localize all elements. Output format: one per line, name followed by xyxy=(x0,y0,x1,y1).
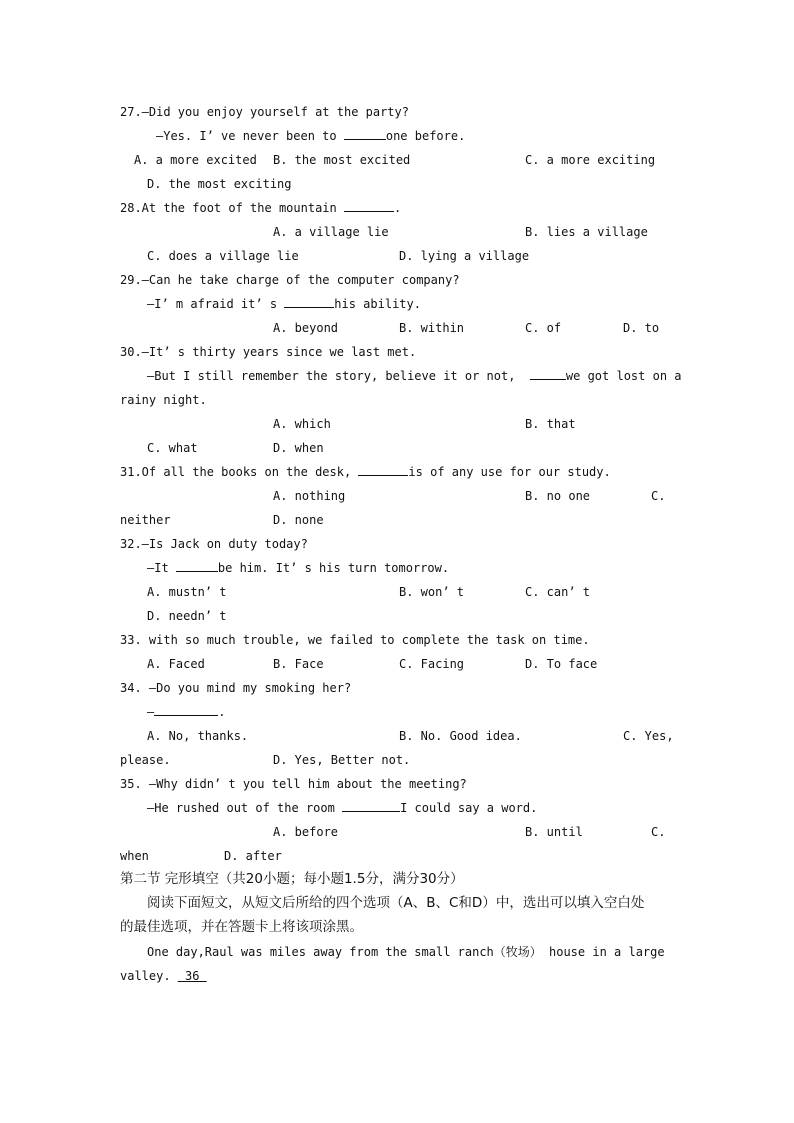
answer-blank xyxy=(342,797,400,812)
q29-option-c: C. of xyxy=(525,321,562,335)
q35-stem: 35. —Why didn’ t you tell him about the meeting? xyxy=(120,777,467,791)
q31-option-b: B. no one xyxy=(525,489,591,503)
q30-option-c: C. what xyxy=(147,441,198,455)
q33-stem: 33. with so much trouble, we failed to complete the task on time. xyxy=(120,633,590,647)
q27-stem: 27.—Did you enjoy yourself at the party? xyxy=(120,105,409,119)
q29-option-a: A. beyond xyxy=(273,321,339,335)
q30-reply-continued: rainy night. xyxy=(120,393,207,407)
answer-blank xyxy=(176,557,218,572)
answer-blank xyxy=(284,293,334,308)
q29-option-d: D. to xyxy=(623,321,660,335)
q27-option-b: B. the most excited xyxy=(273,153,411,167)
answer-blank xyxy=(344,125,386,140)
q33-option-a: A. Faced xyxy=(147,657,205,671)
q32-option-c: C. can’ t xyxy=(525,585,591,599)
q32-option-a: A. mustn’ t xyxy=(147,585,227,599)
answer-blank xyxy=(358,461,408,476)
q27-option-d: D. the most exciting xyxy=(147,177,292,191)
q28-stem: 28.At the foot of the mountain . xyxy=(120,196,401,220)
q33-option-d: D. To face xyxy=(525,657,598,671)
section2-instruction-continued: 的最佳选项，并在答题卡上将该项涂黑。 xyxy=(120,919,363,935)
q30-option-a: A. which xyxy=(273,417,331,431)
q29-stem: 29.—Can he take charge of the computer company? xyxy=(120,273,460,287)
q29-option-b: B. within xyxy=(399,321,465,335)
q28-option-c: C. does a village lie xyxy=(147,249,299,263)
q30-option-b: B. that xyxy=(525,417,576,431)
q34-option-d: D. Yes, Better not. xyxy=(273,753,411,767)
q30-option-d: D. when xyxy=(273,441,324,455)
q32-option-b: B. won’ t xyxy=(399,585,465,599)
answer-blank xyxy=(344,197,394,212)
q35-reply: —He rushed out of the room I could say a word. xyxy=(147,796,537,820)
q32-option-d: D. needn’ t xyxy=(147,609,227,623)
q34-stem: 34. —Do you mind my smoking her? xyxy=(120,681,352,695)
q34-option-a: A. No, thanks. xyxy=(147,729,249,743)
q32-reply: —It be him. It’ s his turn tomorrow. xyxy=(147,556,449,580)
q32-stem: 32.—Is Jack on duty today? xyxy=(120,537,308,551)
q35-option-b: B. until xyxy=(525,825,583,839)
passage-line: valley. 36 xyxy=(120,969,207,983)
q35-option-d: D. after xyxy=(224,849,282,863)
q28-option-b: B. lies a village xyxy=(525,225,648,239)
section2-instruction: 阅读下面短文，从短文后所给的四个选项（A、B、C和D）中，选出可以填入空白处 xyxy=(147,895,645,911)
q27-reply: —Yes. I’ ve never been to one before. xyxy=(156,124,465,148)
q30-reply: —But I still remember the story, believe it or not, we got lost on a xyxy=(147,364,682,388)
q33-option-b: B. Face xyxy=(273,657,324,671)
q27-option-a: A. a more excited xyxy=(134,153,257,167)
q33-option-c: C. Facing xyxy=(399,657,465,671)
q31-option-c: C. xyxy=(651,489,666,503)
q29-reply: —I’ m afraid it’ s his ability. xyxy=(147,292,421,316)
q31-option-a: A. nothing xyxy=(273,489,346,503)
q34-reply: — . xyxy=(147,700,225,724)
q27-option-c: C. a more exciting xyxy=(525,153,656,167)
passage-line: One day,Raul was miles away from the small ranch（牧场） house in a large xyxy=(147,945,665,959)
answer-blank xyxy=(530,365,566,380)
q35-option-c-continued: when xyxy=(120,849,149,863)
section2-heading: 第二节 完形填空（共20小题；每小题1.5分，满分30分） xyxy=(120,871,464,887)
cloze-blank-36: 36 xyxy=(177,969,207,983)
q35-option-a: A. before xyxy=(273,825,339,839)
q34-option-c-continued: please. xyxy=(120,753,171,767)
q28-option-a: A. a village lie xyxy=(273,225,389,239)
q31-stem: 31.Of all the books on the desk, is of any use for our study. xyxy=(120,460,611,484)
q34-option-b: B. No. Good idea. xyxy=(399,729,522,743)
q31-option-d: D. none xyxy=(273,513,324,527)
answer-blank xyxy=(154,701,218,716)
q35-option-c: C. xyxy=(651,825,666,839)
q34-option-c: C. Yes, xyxy=(623,729,674,743)
q28-option-d: D. lying a village xyxy=(399,249,530,263)
q31-option-c-continued: neither xyxy=(120,513,171,527)
q30-stem: 30.—It’ s thirty years since we last met. xyxy=(120,345,417,359)
